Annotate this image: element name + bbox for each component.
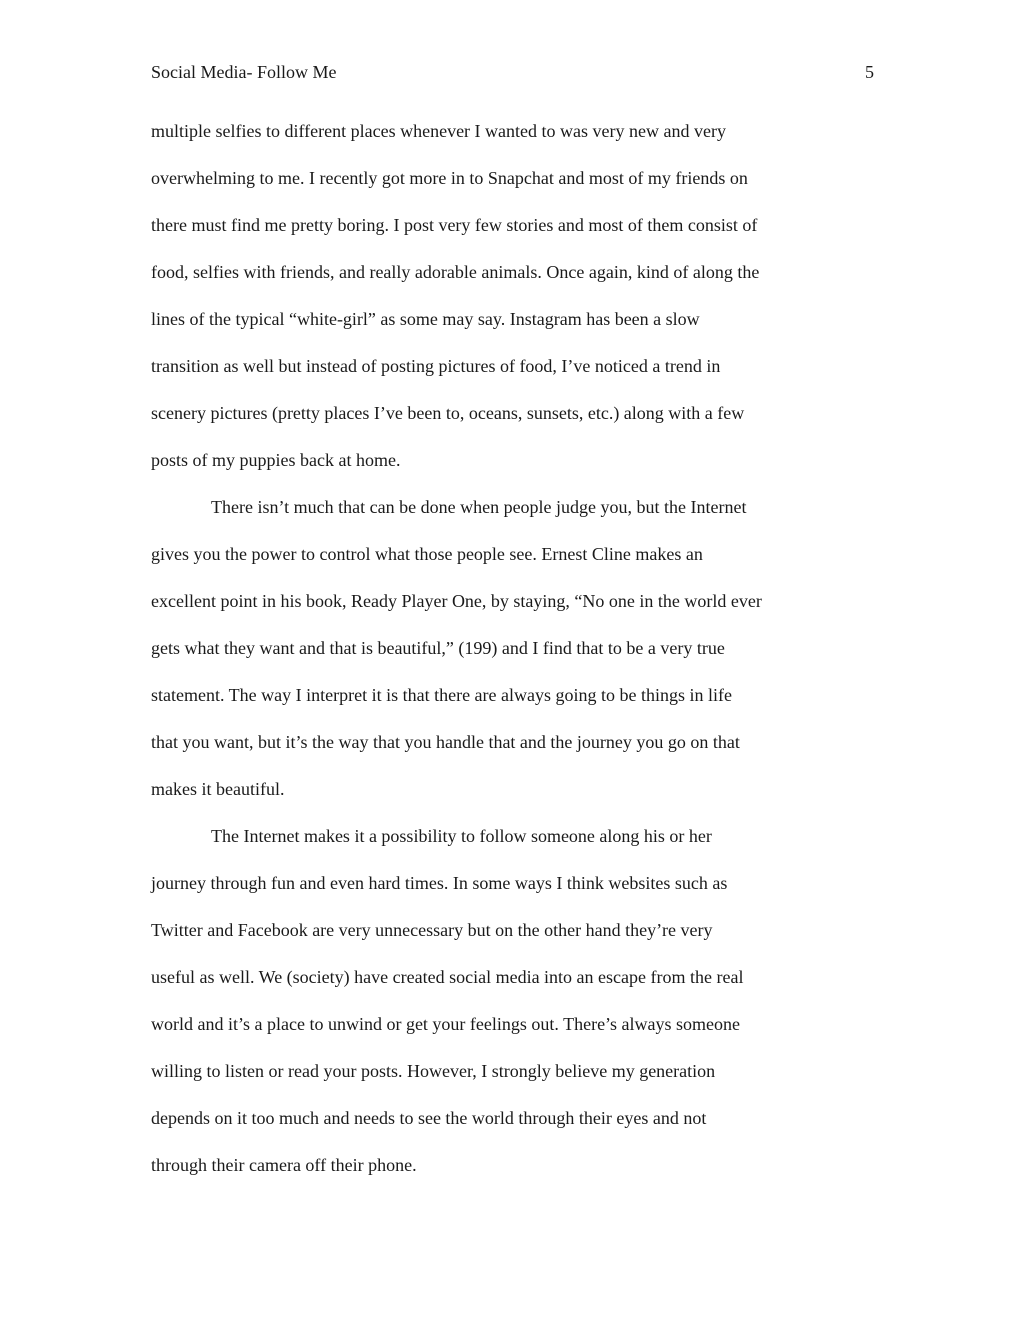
text-line: that you want, but it’s the way that you handle that and the journey you go on that	[151, 732, 740, 752]
text-line: world and it’s a place to unwind or get your feelings out. There’s always someone	[151, 1014, 741, 1034]
text-line: journey through fun and even hard times. In some ways I think websites such as	[151, 873, 728, 893]
text-line: The Internet makes it a possibility to follow someone along his or her	[211, 826, 712, 846]
text-line: food, selfies with friends, and really adorable animals. Once again, kind of along the	[151, 262, 760, 282]
text-line: posts of my puppies back at home.	[151, 450, 401, 470]
text-line: depends on it too much and needs to see the world through their eyes and not	[151, 1108, 707, 1128]
text-line: gets what they want and that is beautiful,” (199) and I find that to be a very true	[151, 638, 725, 658]
page-number: 5	[865, 62, 874, 82]
text-line: useful as well. We (society) have created social media into an escape from the real	[151, 967, 744, 987]
running-head-title: Social Media- Follow Me	[151, 62, 337, 82]
text-line: there must find me pretty boring. I post very few stories and most of them consist of	[151, 215, 758, 235]
running-head	[151, 60, 874, 84]
text-line: lines of the typical “white-girl” as some may say. Instagram has been a slow	[151, 309, 700, 329]
text-line: statement. The way I interpret it is that there are always going to be things in life	[151, 685, 733, 705]
body-text	[151, 118, 876, 1199]
text-line: overwhelming to me. I recently got more in to Snapchat and most of my friends on	[151, 168, 748, 188]
text-line: makes it beautiful.	[151, 779, 285, 799]
text-line: Twitter and Facebook are very unnecessary but on the other hand they’re very	[151, 920, 713, 940]
text-line: through their camera off their phone.	[151, 1155, 417, 1175]
text-line: transition as well but instead of posting pictures of food, I’ve noticed a trend in	[151, 356, 721, 376]
text-line: scenery pictures (pretty places I’ve been to, oceans, sunsets, etc.) along with a few	[151, 403, 745, 423]
text-line: multiple selfies to different places whenever I wanted to was very new and very	[151, 121, 726, 141]
text-line: excellent point in his book, Ready Player One, by staying, “No one in the world ever	[151, 591, 762, 611]
text-line: willing to listen or read your posts. However, I strongly believe my generation	[151, 1061, 716, 1081]
text-line: gives you the power to control what those people see. Ernest Cline makes an	[151, 544, 703, 564]
text-line: There isn’t much that can be done when people judge you, but the Internet	[211, 497, 747, 517]
